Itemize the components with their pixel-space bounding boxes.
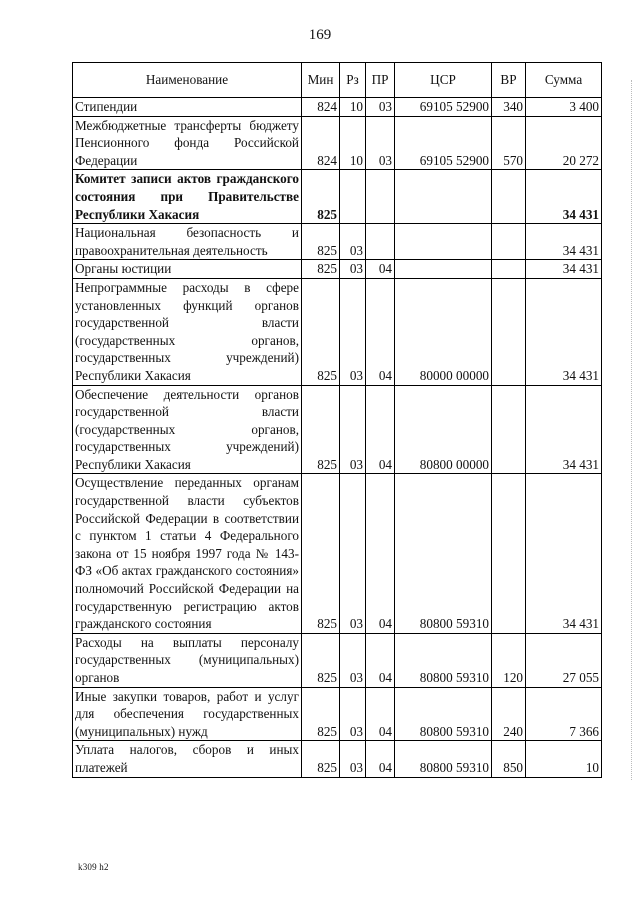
budget-table	[72, 62, 602, 778]
row-vr	[492, 385, 526, 474]
row-csr	[395, 170, 492, 224]
row-min: 824	[302, 116, 340, 170]
header-pr: ПР	[366, 63, 395, 98]
row-sum: 20 272	[526, 116, 602, 170]
row-pr: 04	[366, 741, 395, 777]
row-rz: 03	[340, 687, 366, 741]
table-row	[73, 170, 602, 224]
row-vr: 570	[492, 116, 526, 170]
row-pr: 04	[366, 385, 395, 474]
row-min: 825	[302, 278, 340, 385]
row-name: Органы юстиции	[73, 260, 302, 279]
row-pr: 03	[366, 116, 395, 170]
row-pr: 04	[366, 633, 395, 687]
row-sum: 34 431	[526, 170, 602, 224]
row-pr	[366, 224, 395, 260]
row-rz: 03	[340, 278, 366, 385]
table-row	[73, 385, 602, 474]
row-min: 824	[302, 98, 340, 117]
header-vr: ВР	[492, 63, 526, 98]
row-sum: 3 400	[526, 98, 602, 117]
table-row	[73, 474, 602, 633]
row-csr: 80000 00000	[395, 278, 492, 385]
row-rz: 03	[340, 741, 366, 777]
row-name: Национальная безопасность и правоохранительная деятельность	[73, 224, 302, 260]
row-csr	[395, 260, 492, 279]
header-sum: Сумма	[526, 63, 602, 98]
row-min: 825	[302, 224, 340, 260]
row-vr: 340	[492, 98, 526, 117]
row-csr: 80800 00000	[395, 385, 492, 474]
row-min: 825	[302, 385, 340, 474]
table-row	[73, 278, 602, 385]
row-name: Уплата налогов, сборов и иных платежей	[73, 741, 302, 777]
row-rz: 03	[340, 260, 366, 279]
row-sum: 27 055	[526, 633, 602, 687]
row-min: 825	[302, 741, 340, 777]
row-sum: 7 366	[526, 687, 602, 741]
table-row	[73, 687, 602, 741]
row-vr: 120	[492, 633, 526, 687]
row-pr: 04	[366, 474, 395, 633]
row-pr: 04	[366, 260, 395, 279]
row-csr	[395, 224, 492, 260]
row-vr	[492, 170, 526, 224]
row-name: Иные закупки товаров, работ и услуг для обеспечения государственных (муниципальных) нужд	[73, 687, 302, 741]
row-name: Осуществление переданных органам государственной власти субъектов Российской Федерации в соответствии с пунктом 1 статьи 4 Федерального закона от 15 ноября 1997 года № 143-ФЗ «Об актах гражданского состояния» полномочий Российской Федерации на государственную регистрацию актов гражданского состояния	[73, 474, 302, 633]
table-row	[73, 98, 602, 117]
row-rz: 03	[340, 474, 366, 633]
row-vr: 240	[492, 687, 526, 741]
table-row	[73, 224, 602, 260]
row-name: Расходы на выплаты персоналу государственных (муниципальных) органов	[73, 633, 302, 687]
table-row	[73, 260, 602, 279]
margin-dotted-line	[630, 80, 632, 780]
table-row	[73, 633, 602, 687]
row-rz	[340, 170, 366, 224]
table-row	[73, 741, 602, 777]
row-sum: 34 431	[526, 474, 602, 633]
row-name: Межбюджетные трансферты бюджету Пенсионного фонда Российской Федерации	[73, 116, 302, 170]
header-csr: ЦСР	[395, 63, 492, 98]
row-sum: 34 431	[526, 278, 602, 385]
row-rz: 10	[340, 98, 366, 117]
row-name: Стипендии	[73, 98, 302, 117]
table-row	[73, 116, 602, 170]
row-name: Обеспечение деятельности органов государственной власти (государственных органов, государственных учреждений) Республики Хакасия	[73, 385, 302, 474]
row-min: 825	[302, 687, 340, 741]
row-vr	[492, 278, 526, 385]
row-csr: 69105 52900	[395, 98, 492, 117]
page-number: 169	[308, 27, 332, 43]
footer-code: k309 h2	[78, 862, 109, 872]
row-pr: 03	[366, 98, 395, 117]
row-sum: 34 431	[526, 385, 602, 474]
row-rz: 10	[340, 116, 366, 170]
row-csr: 80800 59310	[395, 474, 492, 633]
row-csr: 69105 52900	[395, 116, 492, 170]
row-min: 825	[302, 633, 340, 687]
header-min: Мин	[302, 63, 340, 98]
row-vr	[492, 260, 526, 279]
table-body	[73, 98, 602, 778]
row-vr	[492, 474, 526, 633]
row-sum: 10	[526, 741, 602, 777]
row-name: Комитет записи актов гражданского состояния при Правительстве Республики Хакасия	[73, 170, 302, 224]
row-sum: 34 431	[526, 260, 602, 279]
header-name: Наименование	[73, 63, 302, 98]
row-csr: 80800 59310	[395, 633, 492, 687]
row-vr	[492, 224, 526, 260]
table-header-row	[73, 63, 602, 98]
row-sum: 34 431	[526, 224, 602, 260]
header-rz: Рз	[340, 63, 366, 98]
row-csr: 80800 59310	[395, 741, 492, 777]
row-csr: 80800 59310	[395, 687, 492, 741]
row-pr	[366, 170, 395, 224]
row-min: 825	[302, 474, 340, 633]
row-pr: 04	[366, 278, 395, 385]
row-min: 825	[302, 260, 340, 279]
row-vr: 850	[492, 741, 526, 777]
row-min: 825	[302, 170, 340, 224]
row-rz: 03	[340, 385, 366, 474]
row-rz: 03	[340, 633, 366, 687]
row-name: Непрограммные расходы в сфере установленных функций органов государственной власти (государственных органов, государственных учреждений) Республики Хакасия	[73, 278, 302, 385]
row-rz: 03	[340, 224, 366, 260]
row-pr: 04	[366, 687, 395, 741]
